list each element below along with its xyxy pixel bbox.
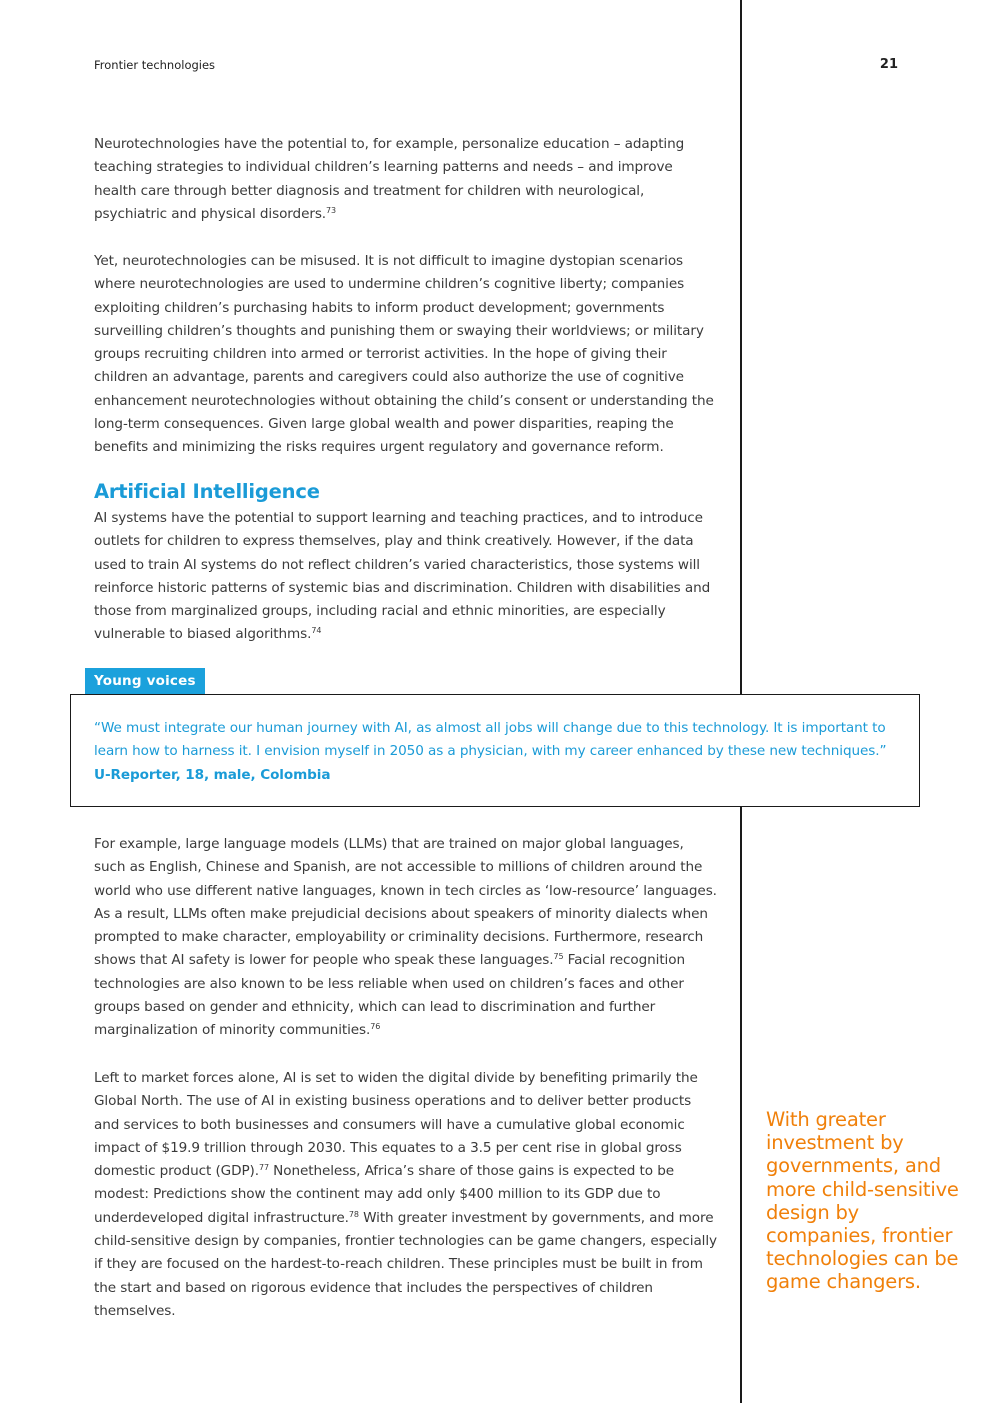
paragraph-text: Yet, neurotechnologies can be misused. It is not difficult to imagine dystopian scenarios where neurotechnologies are used to undermine children’s cognitive liberty; companies exploiting children’s purchasing habits to inform product development; governments surveilling children’s thoughts and punishing them or swaying their worldviews; or military groups recruiting children into armed or terrorist activities. In the hope of giving their children an advantage, parents and caregivers could also authorize the use of cognitive enhancement neurotechnologies without obtaining the child’s consent or understanding the long-term consequences. Given large global wealth and power disparities, reaping the benefits and minimizing the risks requires urgent regulatory and governance reform. — [94, 253, 714, 456]
footnote-ref[interactable]: 75 — [553, 952, 564, 962]
section-heading-ai: Artificial Intelligence — [94, 480, 320, 503]
footnote-ref[interactable]: 77 — [258, 1163, 269, 1173]
quote-text: “We must integrate our human journey with AI, as almost all jobs will change due to this technology. It is important to learn how to harness it. I envision myself in 2050 as a physician, with my career enhanced by these new techniques.” — [94, 720, 887, 760]
running-header-title: Frontier technologies — [94, 58, 216, 72]
young-voices-quote — [94, 717, 904, 787]
page-number: 21 — [879, 57, 898, 72]
paragraph-text: Left to market forces alone, AI is set to widen the digital divide by benefiting primarily the Global North. The use of AI in existing business operations and to deliver better products and services to both businesses and consumers will have a cumulative global economic impact of $19.9 trillion through 2030. This equates to a 3.5 per cent rise in global gross domestic product (GDP). — [94, 1070, 698, 1180]
footnote-ref[interactable]: 78 — [348, 1209, 359, 1219]
paragraph-text: For example, large language models (LLMs) that are trained on major global languages, such as English, Chinese and Spanish, are not accessible to millions of children around the world who use different native languages, known in tech circles as ‘low-resource’ languages. As a result, LLMs often make prejudicial decisions about speakers of minority dialects when prompted to make character, employability or criminality decisions. Furthermore, research shows that AI safety is lower for people who speak these languages. — [94, 836, 717, 969]
pull-quote: With greater investment by governments, and more child-sensitive design by companies, frontier technologies can be game changers. — [766, 1108, 959, 1294]
paragraph-digital-divide — [94, 1067, 719, 1323]
quote-attribution: U-Reporter, 18, male, Colombia — [94, 766, 331, 783]
paragraph-text: AI systems have the potential to support learning and teaching practices, and to introduce outlets for children to express themselves, play and think creatively. However, if the data used to train AI systems do not reflect children’s varied characteristics, those systems will reinforce historic patterns of systemic bias and discrimination. Children with disabilities and those from marginalized groups, including racial and ethnic minorities, are especially vulnerable to biased algorithms. — [94, 510, 711, 643]
footnote-ref[interactable]: 73 — [326, 205, 337, 215]
young-voices-quote-box — [70, 694, 920, 807]
paragraph-ai-potential — [94, 507, 719, 647]
paragraph-text: Nonetheless, Africa’s share of those gains is expected to be modest: Predictions show the continent may add only $400 million to its GDP due to underdeveloped digital infrastructure. — [94, 1163, 675, 1226]
paragraph-neurotech-benefits — [94, 133, 719, 226]
footnote-ref[interactable]: 76 — [370, 1022, 381, 1032]
footnote-ref[interactable]: 74 — [311, 626, 322, 636]
paragraph-text: Neurotechnologies have the potential to, for example, personalize education – adapting teaching strategies to individual children’s learning patterns and needs – and improve health care through better diagnosis and treatment for children with neurological, psychiatric and physical disorders. — [94, 136, 685, 222]
young-voices-tag: Young voices — [85, 668, 205, 694]
paragraph-text: With greater investment by governments, and more child-sensitive design by companies, frontier technologies can be game changers, especially if they are focused on the hardest-to-reach children. These principles must be built in from the start and based on rigorous evidence that includes the perspectives of children themselves. — [94, 1209, 717, 1319]
paragraph-text: Facial recognition technologies are also known to be less reliable when used on children’s faces and other groups based on gender and ethnicity, which can lead to discrimination and further marginalization of minority communities. — [94, 952, 685, 1039]
paragraph-llm-bias — [94, 833, 719, 1043]
paragraph-neurotech-risks — [94, 250, 719, 460]
